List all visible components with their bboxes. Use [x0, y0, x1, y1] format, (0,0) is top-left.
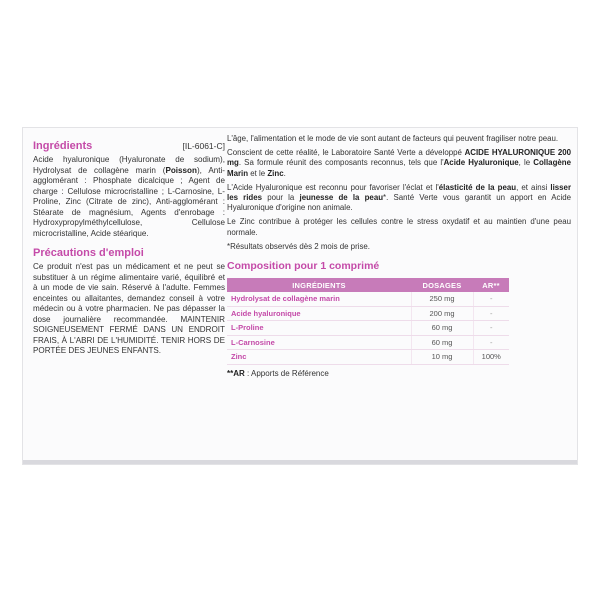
ingredient-ar: -: [473, 306, 509, 321]
benefits-paragraph: L'Acide Hyaluronique est reconnu pour favoriser l'éclat et l'élasticité de la peau, et ainsi lisser les rides pour la jeunesse de la peau*. Santé Verte vous garantit un apport en Acide Hyaluronique d'origine non animale.: [227, 182, 572, 213]
bottom-edge: [23, 460, 577, 464]
formula-paragraph: Conscient de cette réalité, le Laboratoire Santé Verte a développé ACIDE HYALURONIQUE 200 mg. Sa formule réunit des composants reconnus, tels que l'Acide Hyaluronique, le Collagène Marin et le Zinc.: [227, 148, 571, 178]
zinc-paragraph: Le Zinc contribue à protéger les cellules contre le stress oxydatif et au maintien d'une peau normale.: [227, 217, 571, 237]
ingredient-dose: 60 mg: [411, 321, 473, 336]
right-column: [227, 134, 571, 378]
reference-code: [IL-6061-C]: [182, 141, 225, 151]
precautions-heading: Précautions d'emploi: [33, 247, 144, 259]
ingredient-ar: -: [473, 321, 509, 336]
table-row: [227, 321, 509, 336]
table-row: [227, 306, 509, 321]
ar-footnote: **AR : Apports de Référence: [227, 368, 329, 378]
composition-table-header: [227, 278, 509, 292]
table-row: [227, 350, 509, 365]
ingredient-name: Hydrolysat de collagène marin: [227, 292, 411, 306]
ingredient-name: L-Carnosine: [227, 335, 411, 350]
header-ar: AR**: [473, 278, 509, 292]
header-dosages: DOSAGES: [411, 278, 473, 292]
ingredient-ar: -: [473, 335, 509, 350]
precautions-text: Ce produit n'est pas un médicament et ne peut se substituer à un régime alimentaire varié, équilibré et à un mode de vie sain. Réservé à l'adulte. Femmes enceintes ou allaitantes, demandez conseil à votre médecin ou à votre pharmacien. Ne pas dépasser la dose journalière recommandée. MAINTENIR SOIGNEUSEMENT FERMÉ DANS UN ENDROIT FRAIS, À L'ABRI DE L'HUMIDITÉ. TENIR HORS DE PORTÉE DES JEUNES ENFANTS.: [33, 262, 225, 355]
ingredient-name: Zinc: [227, 350, 411, 365]
ingredients-text: Acide hyaluronique (Hyaluronate de sodium), Hydrolysat de collagène marin (Poisson), Anti-agglomérant : Phosphate dicalcique ; Agent de charge : Cellulose microcristalline ; L-Carnosine, L-Proline, Zinc (Citrate de zinc), Anti-agglomérant : Stéarate de magnésium, Agents d'enrobage : Hydroxypropylméthylcellulose, Cellulose microcristalline, Acide stéarique.: [33, 155, 225, 238]
ingredient-name: Acide hyaluronique: [227, 306, 411, 321]
ingredient-dose: 10 mg: [411, 350, 473, 365]
left-column: [33, 136, 225, 357]
ingredient-dose: 60 mg: [411, 335, 473, 350]
composition-heading: Composition pour 1 comprimé: [227, 260, 380, 273]
ingredients-heading: Ingrédients: [33, 140, 93, 152]
product-label-panel: [22, 127, 578, 465]
table-row: [227, 335, 509, 350]
header-ingredients: INGRÉDIENTS: [227, 278, 411, 292]
ingredient-ar: -: [473, 292, 509, 306]
ingredient-ar: 100%: [473, 350, 509, 365]
ingredients-heading-row: [33, 140, 225, 152]
intro-paragraph: L'âge, l'alimentation et le mode de vie sont autant de facteurs qui peuvent fragiliser notre peau.: [227, 134, 559, 143]
results-note: *Résultats observés dès 2 mois de prise.: [227, 241, 370, 251]
ingredient-dose: 200 mg: [411, 306, 473, 321]
ingredient-name: L-Proline: [227, 321, 411, 336]
composition-table: [227, 278, 509, 365]
table-row: [227, 292, 509, 306]
ingredient-dose: 250 mg: [411, 292, 473, 306]
